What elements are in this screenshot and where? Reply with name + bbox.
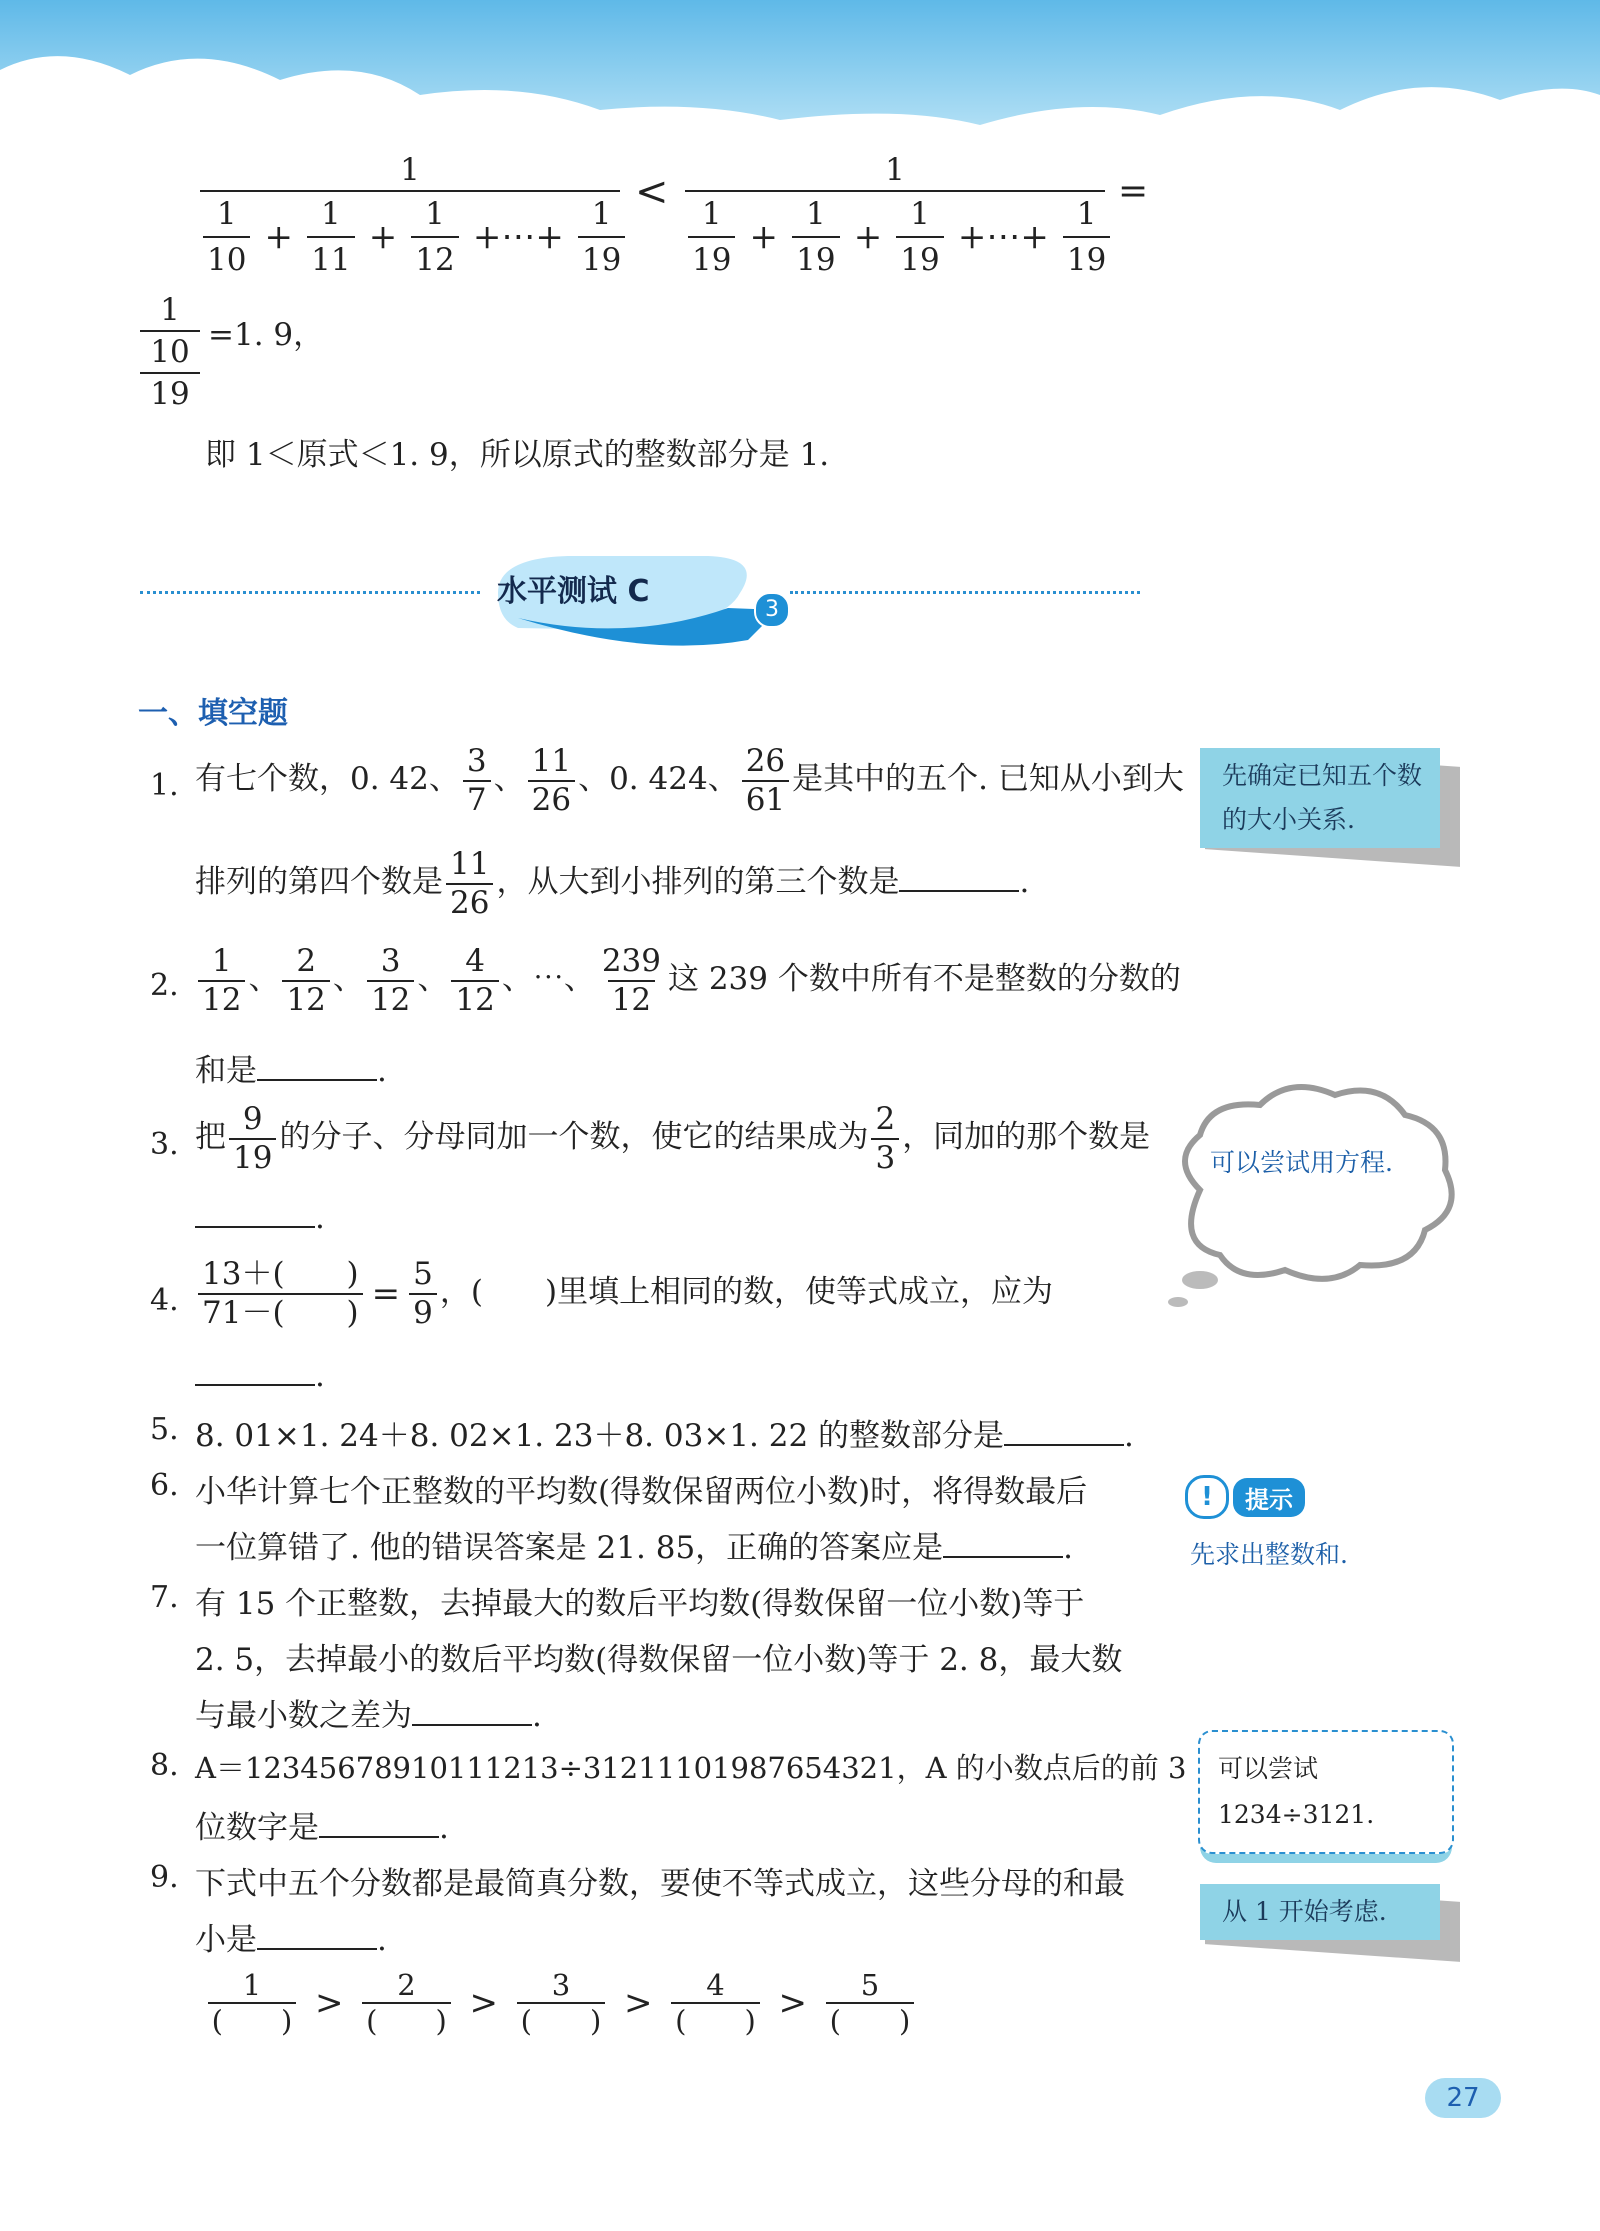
question-number: 1.: [150, 768, 179, 803]
sky-header-decoration: [0, 0, 1600, 150]
part-title: 一、填空题: [138, 696, 288, 731]
q9-inequality: $\frac{1}{( )}$ > $\frac{2}{( )}$ > $\frac{3}{( )}$ > $\frac{4}{( )}$ > $\frac{5}{( )}$: [195, 1970, 927, 2037]
left-big-fraction: [200, 150, 620, 280]
conclusion-text: 即 1＜原式＜1. 9，所以原式的整数部分是 1.: [205, 437, 830, 473]
q9-line2: 小是 .: [195, 1922, 387, 1958]
less-than-sign: <: [635, 169, 669, 215]
section-divider-right: [790, 591, 1140, 594]
left-denominator: $\frac{1}{10}$ + $\frac{1}{11}$ + $\frac{1}{12}$ +⋯+ $\frac{1}{19}$: [200, 190, 620, 280]
blank-denominator[interactable]: ( ): [362, 2002, 451, 2036]
hint-badge: [1185, 1475, 1305, 1519]
question-number: 3.: [150, 1127, 179, 1162]
blank-denominator[interactable]: ( ): [517, 2002, 606, 2036]
hint-text: 先求出整数和.: [1190, 1540, 1348, 1569]
q3-line2: .: [195, 1200, 325, 1236]
q4-line1: $\frac{13+( )}{71-( )}$ = $\frac{5}{9}$ ，( )里填上相同的数，使等式成立，应为: [195, 1258, 1053, 1329]
q2-line2: 和是 .: [195, 1053, 387, 1089]
answer-blank[interactable]: [257, 1053, 377, 1081]
question-number: 5.: [150, 1412, 179, 1447]
term-fraction: $\frac{1}{19}$: [688, 194, 735, 280]
sidebar-tip-2: 从 1 开始考虑.: [1200, 1884, 1440, 1940]
right-numerator: 1: [885, 152, 905, 188]
question-number: 4.: [150, 1283, 179, 1318]
section-badge: 3: [754, 592, 790, 628]
sidebar-tip-1: 先确定已知五个数的大小关系.: [1200, 748, 1440, 848]
answer-blank[interactable]: [257, 1922, 377, 1950]
answer-blank[interactable]: [899, 864, 1019, 892]
answer-blank[interactable]: [319, 1810, 439, 1838]
answer-blank[interactable]: [195, 1200, 315, 1228]
section-divider-left: [140, 591, 480, 594]
term-fraction: $\frac{1}{19}$: [1063, 194, 1110, 280]
q5-line1: 8. 01×1. 24＋8. 02×1. 23＋8. 03×1. 22 的整数部分是 .: [195, 1418, 1134, 1454]
right-big-fraction: [685, 150, 1105, 280]
question-number: 6.: [150, 1468, 179, 1503]
answer-blank[interactable]: [943, 1530, 1063, 1558]
q6-line2: 一位算错了. 他的错误答案是 21. 85，正确的答案应是 .: [195, 1530, 1074, 1566]
term-fraction: $\frac{1}{12}$: [411, 194, 458, 280]
equals-sign: =: [1118, 171, 1149, 212]
q1-line1: 有七个数，0. 42、 $\frac{3}{7}$ 、 $\frac{11}{26}$ 、0. 424、 $\frac{26}{61}$ 是其中的五个. 已知从小到大: [195, 743, 1184, 818]
cloud-tip-text: 可以尝试用方程.: [1210, 1148, 1393, 1177]
q8-line1: A＝12345678910111213÷31211101987654321，A 的小数点后的前 3: [195, 1751, 1187, 1785]
q1-line2: 排列的第四个数是 $\frac{11}{26}$ ，从大到小排列的第三个数是 .: [195, 846, 1030, 921]
question-number: 9.: [150, 1860, 179, 1895]
question-number: 7.: [150, 1580, 179, 1615]
q6-line1: 小华计算七个正整数的平均数(得数保留两位小数)时，将得数最后: [195, 1474, 1088, 1510]
left-numerator: 1: [400, 152, 420, 188]
q7-line1: 有 15 个正整数，去掉最大的数后平均数(得数保留一位小数)等于: [195, 1586, 1085, 1622]
term-fraction: $\frac{1}{19}$: [578, 194, 625, 280]
term-fraction: $\frac{1}{19}$: [896, 194, 943, 280]
answer-blank[interactable]: [195, 1358, 315, 1386]
answer-blank[interactable]: [1004, 1418, 1124, 1446]
q9-line1: 下式中五个分数都是最简真分数，要使不等式成立，这些分母的和最: [195, 1866, 1125, 1902]
blank-denominator[interactable]: ( ): [671, 2002, 760, 2036]
result-value: =1. 9，: [208, 317, 325, 353]
q7-line2: 2. 5，去掉最小的数后平均数(得数保留一位小数)等于 2. 8，最大数: [195, 1642, 1123, 1678]
q3-line1: 把 $\frac{9}{19}$ 的分子、分母同加一个数，使它的结果成为 $\frac{2}{3}$ ，同加的那个数是: [195, 1101, 1151, 1176]
result-fraction: 1 10 19: [140, 290, 200, 414]
term-fraction: $\frac{1}{19}$: [792, 194, 839, 280]
blank-denominator[interactable]: ( ): [208, 2002, 297, 2036]
q8-line2: 位数字是 .: [195, 1810, 449, 1846]
q7-line3: 与最小数之差为 .: [195, 1698, 542, 1734]
page-number: 27: [1425, 2078, 1501, 2118]
question-number: 8.: [150, 1748, 179, 1783]
thought-cloud-shape: [1160, 1070, 1470, 1310]
term-fraction: $\frac{1}{11}$: [307, 194, 354, 280]
right-denominator: $\frac{1}{19}$ + $\frac{1}{19}$ + $\frac{1}{19}$ +⋯+ $\frac{1}{19}$: [685, 190, 1105, 280]
hint-label: 提示: [1233, 1478, 1305, 1517]
term-fraction: $\frac{1}{10}$: [203, 194, 250, 280]
answer-blank[interactable]: [412, 1698, 532, 1726]
top-inequality-formula: [200, 150, 1160, 280]
blank-denominator[interactable]: ( ): [826, 2002, 915, 2036]
dashed-tip: 可以尝试 1234÷3121.: [1198, 1730, 1454, 1854]
question-number: 2.: [150, 968, 179, 1003]
section-banner-title: 水平测试 C: [497, 574, 650, 609]
q4-line2: .: [195, 1358, 325, 1394]
exclamation-icon: !: [1185, 1475, 1229, 1519]
q2-line1: $\frac{1}{12}$ 、 $\frac{2}{12}$ 、 $\frac{3}{12}$ 、 $\frac{4}{12}$ 、⋯、 $\frac{239}{12}$ 这 239 个数中所有不是整数的分数的: [195, 945, 1181, 1016]
